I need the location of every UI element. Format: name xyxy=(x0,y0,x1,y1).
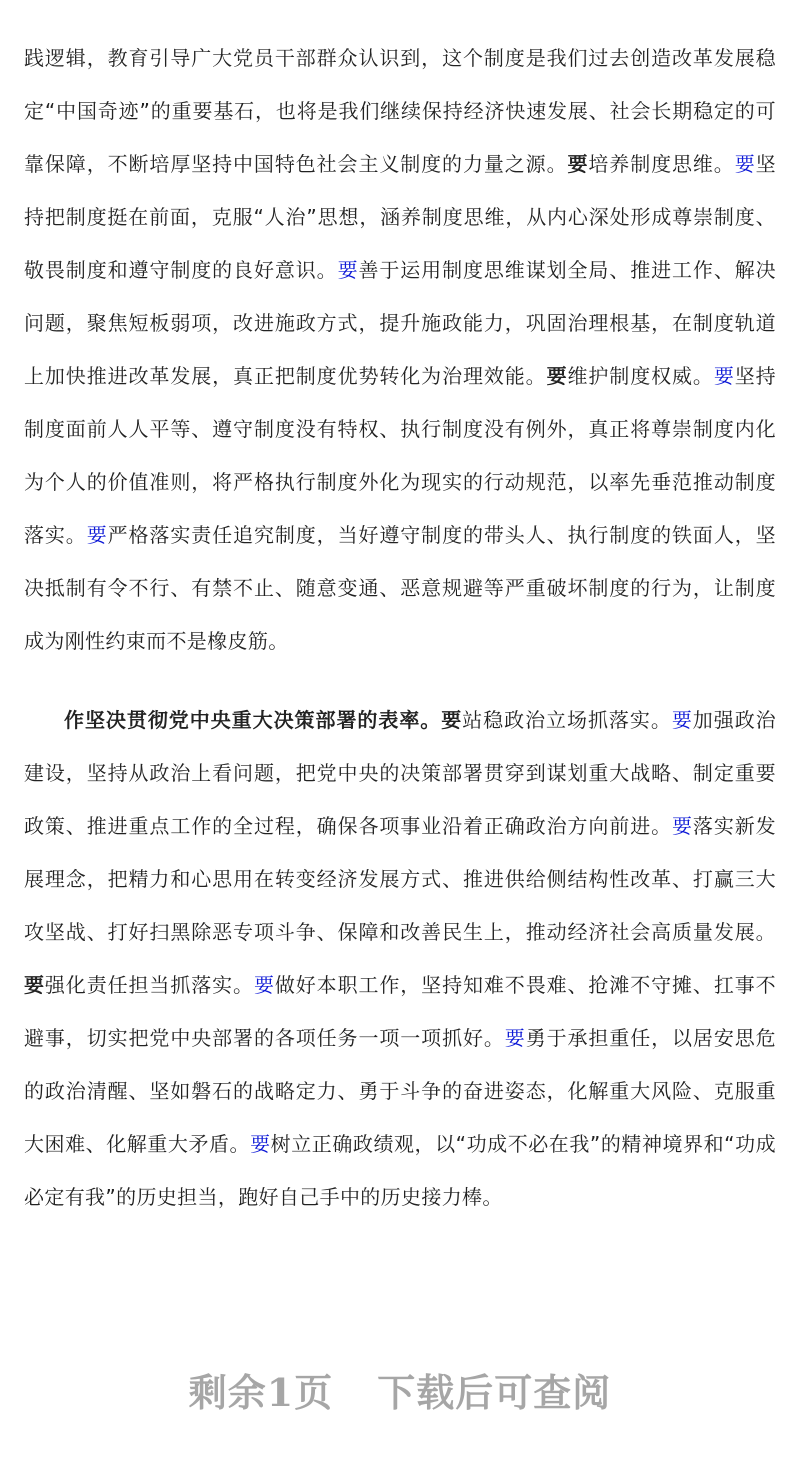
bold-keyword: 要 xyxy=(24,973,45,997)
text-run: 树立正确政绩观，以“功成不必在我”的精神境界和“功成必定有我”的历史担当，跑好自己手中的历史接力棒。 xyxy=(24,1132,776,1209)
text-run: 落实新发展理念，把精力和心思用在转变经济发展方式、推进供给侧结构性改革、打赢三大攻坚战、打好扫黑除恶专项斗争、保障和改善民生上，推动经济社会高质量发展。 xyxy=(24,814,776,944)
keyword-yao: 要 xyxy=(734,152,756,176)
keyword-yao: 要 xyxy=(671,708,693,732)
bold-keyword: 要 xyxy=(441,708,463,732)
text-run: 强化责任担当抓落实。 xyxy=(44,973,254,997)
paragraph-implementation xyxy=(24,694,776,1224)
text-run: 坚持制度面前人人平等、遵守制度没有特权、执行制度没有例外，真正将尊崇制度内化为个人的价值准则，将严格执行制度外化为现实的行动规范，以率先垂范推动制度落实。 xyxy=(24,364,776,547)
keyword-yao: 要 xyxy=(713,364,735,388)
keyword-yao: 要 xyxy=(337,258,359,282)
remaining-pages-label: 剩余1页 xyxy=(188,1370,334,1415)
bold-keyword: 要 xyxy=(546,364,568,388)
download-prompt[interactable] xyxy=(0,1362,800,1417)
text-run: 严格落实责任追究制度，当好遵守制度的带头人、执行制度的铁面人，坚决抵制有令不行、有禁不止、随意变通、恶意规避等严重破坏制度的行为，让制度成为刚性约束而不是橡皮筋。 xyxy=(24,523,776,653)
paragraph-institutional-thinking xyxy=(24,32,776,668)
text-run: 善于运用制度思维谋划全局、推进工作、解决问题，聚焦短板弱项，改进施政方式，提升施政能力，巩固治理根基，在制度轨道上加快推进改革发展，真正把制度优势转化为治理效能。 xyxy=(24,258,776,388)
text-run: 做好本职工作，坚持知难不畏难、抢滩不守摊、扛事不避事，切实把党中央部署的各项任务一项一项抓好。 xyxy=(24,973,776,1050)
section-heading: 作坚决贯彻党中央重大决策部署的表率。 xyxy=(64,708,442,732)
keyword-yao: 要 xyxy=(250,1132,271,1156)
keyword-yao: 要 xyxy=(672,814,693,838)
document-body xyxy=(24,32,776,1224)
text-run: 坚持把制度挺在前面，克服“人治”思想，涵养制度思维，从内心深处形成尊崇制度、敬畏制度和遵守制度的良好意识。 xyxy=(24,152,776,282)
keyword-yao: 要 xyxy=(253,973,275,997)
text-run: 维护制度权威。 xyxy=(567,364,714,388)
download-to-view-label: 下载后可查阅 xyxy=(377,1370,612,1415)
text-run: 勇于承担重任，以居安思危的政治清醒、坚如磐石的战略定力、勇于斗争的奋进姿态，化解重大风险、克服重大困难、化解重大矛盾。 xyxy=(24,1026,776,1156)
text-run: 培养制度思维。 xyxy=(588,152,735,176)
text-run: 加强政治建设，坚持从政治上看问题，把党中央的决策部署贯穿到谋划重大战略、制定重要政策、推进重点工作的全过程，确保各项事业沿着正确政治方向前进。 xyxy=(24,708,777,838)
keyword-yao: 要 xyxy=(504,1026,526,1050)
keyword-yao: 要 xyxy=(86,523,108,547)
text-run: 践逻辑，教育引导广大党员干部群众认识到，这个制度是我们过去创造改革发展稳定“中国奇迹”的重要基石，也将是我们继续保持经济快速发展、社会长期稳定的可靠保障，不断培厚坚持中国特色社会主义制度的力量之源。 xyxy=(24,46,776,176)
text-run: 站稳政治立场抓落实。 xyxy=(462,708,672,732)
bold-keyword: 要 xyxy=(567,152,589,176)
